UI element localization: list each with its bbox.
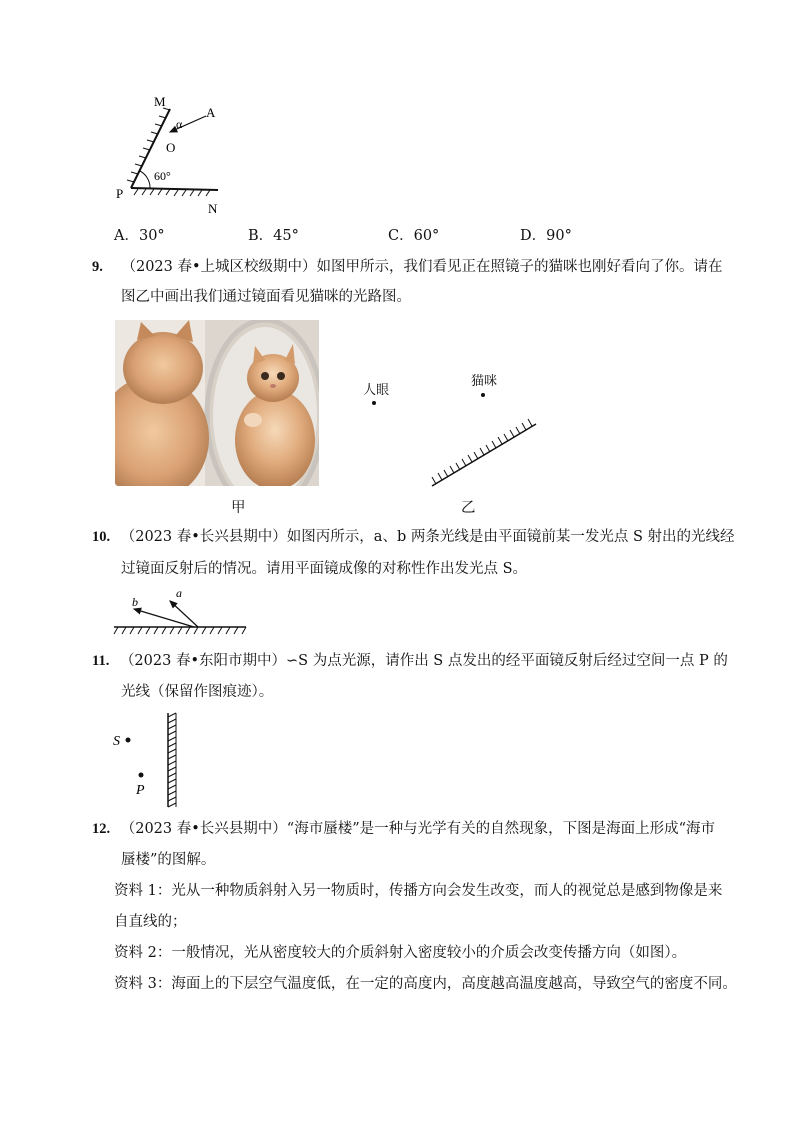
q11-mirror-diagram bbox=[110, 710, 190, 810]
option-value: 60° bbox=[413, 228, 440, 244]
q11-figure bbox=[110, 710, 190, 810]
question-number: 12. bbox=[92, 821, 111, 837]
q10-line2 bbox=[121, 559, 527, 579]
angle-arc bbox=[140, 171, 150, 188]
cat-point bbox=[481, 393, 485, 397]
cat-mirror-photo bbox=[115, 320, 319, 486]
label-b: b bbox=[132, 595, 138, 609]
label-alpha: α bbox=[176, 117, 183, 131]
label-60-deg: 60° bbox=[154, 169, 171, 183]
label-p: P bbox=[116, 186, 124, 201]
q12-line2 bbox=[121, 850, 215, 870]
caption-text: 甲 bbox=[231, 500, 246, 516]
material-text: 资料 3：海面上的下层空气温度低，在一定的高度内，高度越高温度越高，导致空气的密度不同。 bbox=[114, 976, 737, 992]
question-text: 图乙中画出我们通过镜面看见猫咪的光路图。 bbox=[121, 289, 411, 305]
q9-line1 bbox=[92, 257, 723, 277]
question-text: 蜃楼”的图解。 bbox=[121, 852, 216, 868]
point-s bbox=[126, 738, 131, 743]
q8-option-c bbox=[388, 226, 439, 246]
material-text: 资料 2：一般情况，光从密度较大的介质斜射入密度较小的介质会改变传播方向（如图）。 bbox=[114, 945, 687, 961]
option-key: D． bbox=[520, 228, 547, 244]
mirror-pn bbox=[131, 188, 218, 190]
q12-material2 bbox=[114, 943, 686, 963]
option-value: 45° bbox=[273, 228, 299, 244]
fig-caption-jia bbox=[231, 498, 246, 518]
option-value: 90° bbox=[546, 228, 572, 244]
q8-mirror-diagram bbox=[110, 92, 240, 218]
question-number: 10. bbox=[92, 529, 111, 545]
q8-option-a bbox=[114, 226, 165, 246]
q8-option-d bbox=[520, 226, 572, 246]
plane-mirror-q9 bbox=[428, 418, 540, 492]
option-key: A． bbox=[114, 228, 139, 244]
question-text: 过镜面反射后的情况。请用平面镜成像的对称性作出发光点 S。 bbox=[121, 561, 528, 577]
eye-point bbox=[372, 401, 376, 405]
q11-line1 bbox=[92, 651, 728, 671]
label-a: A bbox=[206, 105, 216, 120]
q8-option-b bbox=[248, 226, 299, 246]
question-text: 光线（保留作图痕迹）。 bbox=[121, 684, 274, 700]
option-key: C． bbox=[388, 228, 414, 244]
cat-label-text: 猫咪 bbox=[471, 373, 498, 388]
label-p: P bbox=[136, 783, 145, 798]
q12-material1-line2 bbox=[114, 912, 187, 932]
question-text: （2023 春•上城区校级期中）如图甲所示，我们看见正在照镜子的猫咪也刚好看向了你。请在 bbox=[121, 259, 723, 275]
mirror-hatching bbox=[114, 627, 246, 634]
material-text: 资料 1：光从一种物质斜射入另一物质时，传播方向会发生改变，而人的视觉总是感到物像是来 bbox=[114, 883, 723, 899]
q10-mirror-diagram bbox=[112, 585, 248, 641]
option-key: B． bbox=[248, 228, 274, 244]
label-a: a bbox=[176, 586, 182, 600]
q9-line2 bbox=[121, 287, 411, 307]
mirror-q9-svg bbox=[428, 418, 540, 492]
question-number: 11. bbox=[92, 653, 110, 669]
question-text: （2023 春•东阳市期中）∽S 为点光源，请作出 S 点发出的经平面镜反射后经过空间一点 P 的 bbox=[119, 653, 728, 669]
question-text: （2023 春•长兴县期中）“海市蜃楼”是一种与光学有关的自然现象，下图是海面上形成“海市 bbox=[120, 821, 716, 837]
q8-figure bbox=[110, 92, 240, 218]
option-value: 30° bbox=[138, 228, 165, 244]
ray-a bbox=[170, 601, 198, 627]
label-s: S bbox=[113, 734, 120, 749]
label-n: N bbox=[208, 201, 218, 216]
material-text: 自直线的； bbox=[114, 914, 187, 930]
q12-material3 bbox=[114, 974, 737, 994]
q10-figure bbox=[112, 585, 248, 641]
q12-material1-line1 bbox=[114, 881, 722, 901]
mirror-hatching bbox=[168, 713, 176, 807]
eye-label bbox=[363, 379, 389, 398]
label-o: O bbox=[166, 140, 176, 155]
q11-line2 bbox=[121, 682, 273, 702]
question-number: 9. bbox=[92, 259, 103, 275]
caption-text: 乙 bbox=[461, 500, 476, 516]
fig-caption-yi bbox=[461, 498, 476, 518]
ray-b bbox=[134, 609, 194, 627]
cat-photo-illustration bbox=[115, 320, 319, 486]
q10-line1 bbox=[92, 527, 734, 547]
point-p bbox=[139, 773, 144, 778]
label-m: M bbox=[154, 94, 166, 109]
eye-label-text: 人眼 bbox=[363, 382, 390, 397]
question-text: （2023 春•长兴县期中）如图丙所示，a、b 两条光线是由平面镜前某一发光点 S 射出的光线经 bbox=[120, 529, 735, 545]
cat-label bbox=[471, 370, 497, 389]
q12-line1 bbox=[92, 819, 715, 839]
